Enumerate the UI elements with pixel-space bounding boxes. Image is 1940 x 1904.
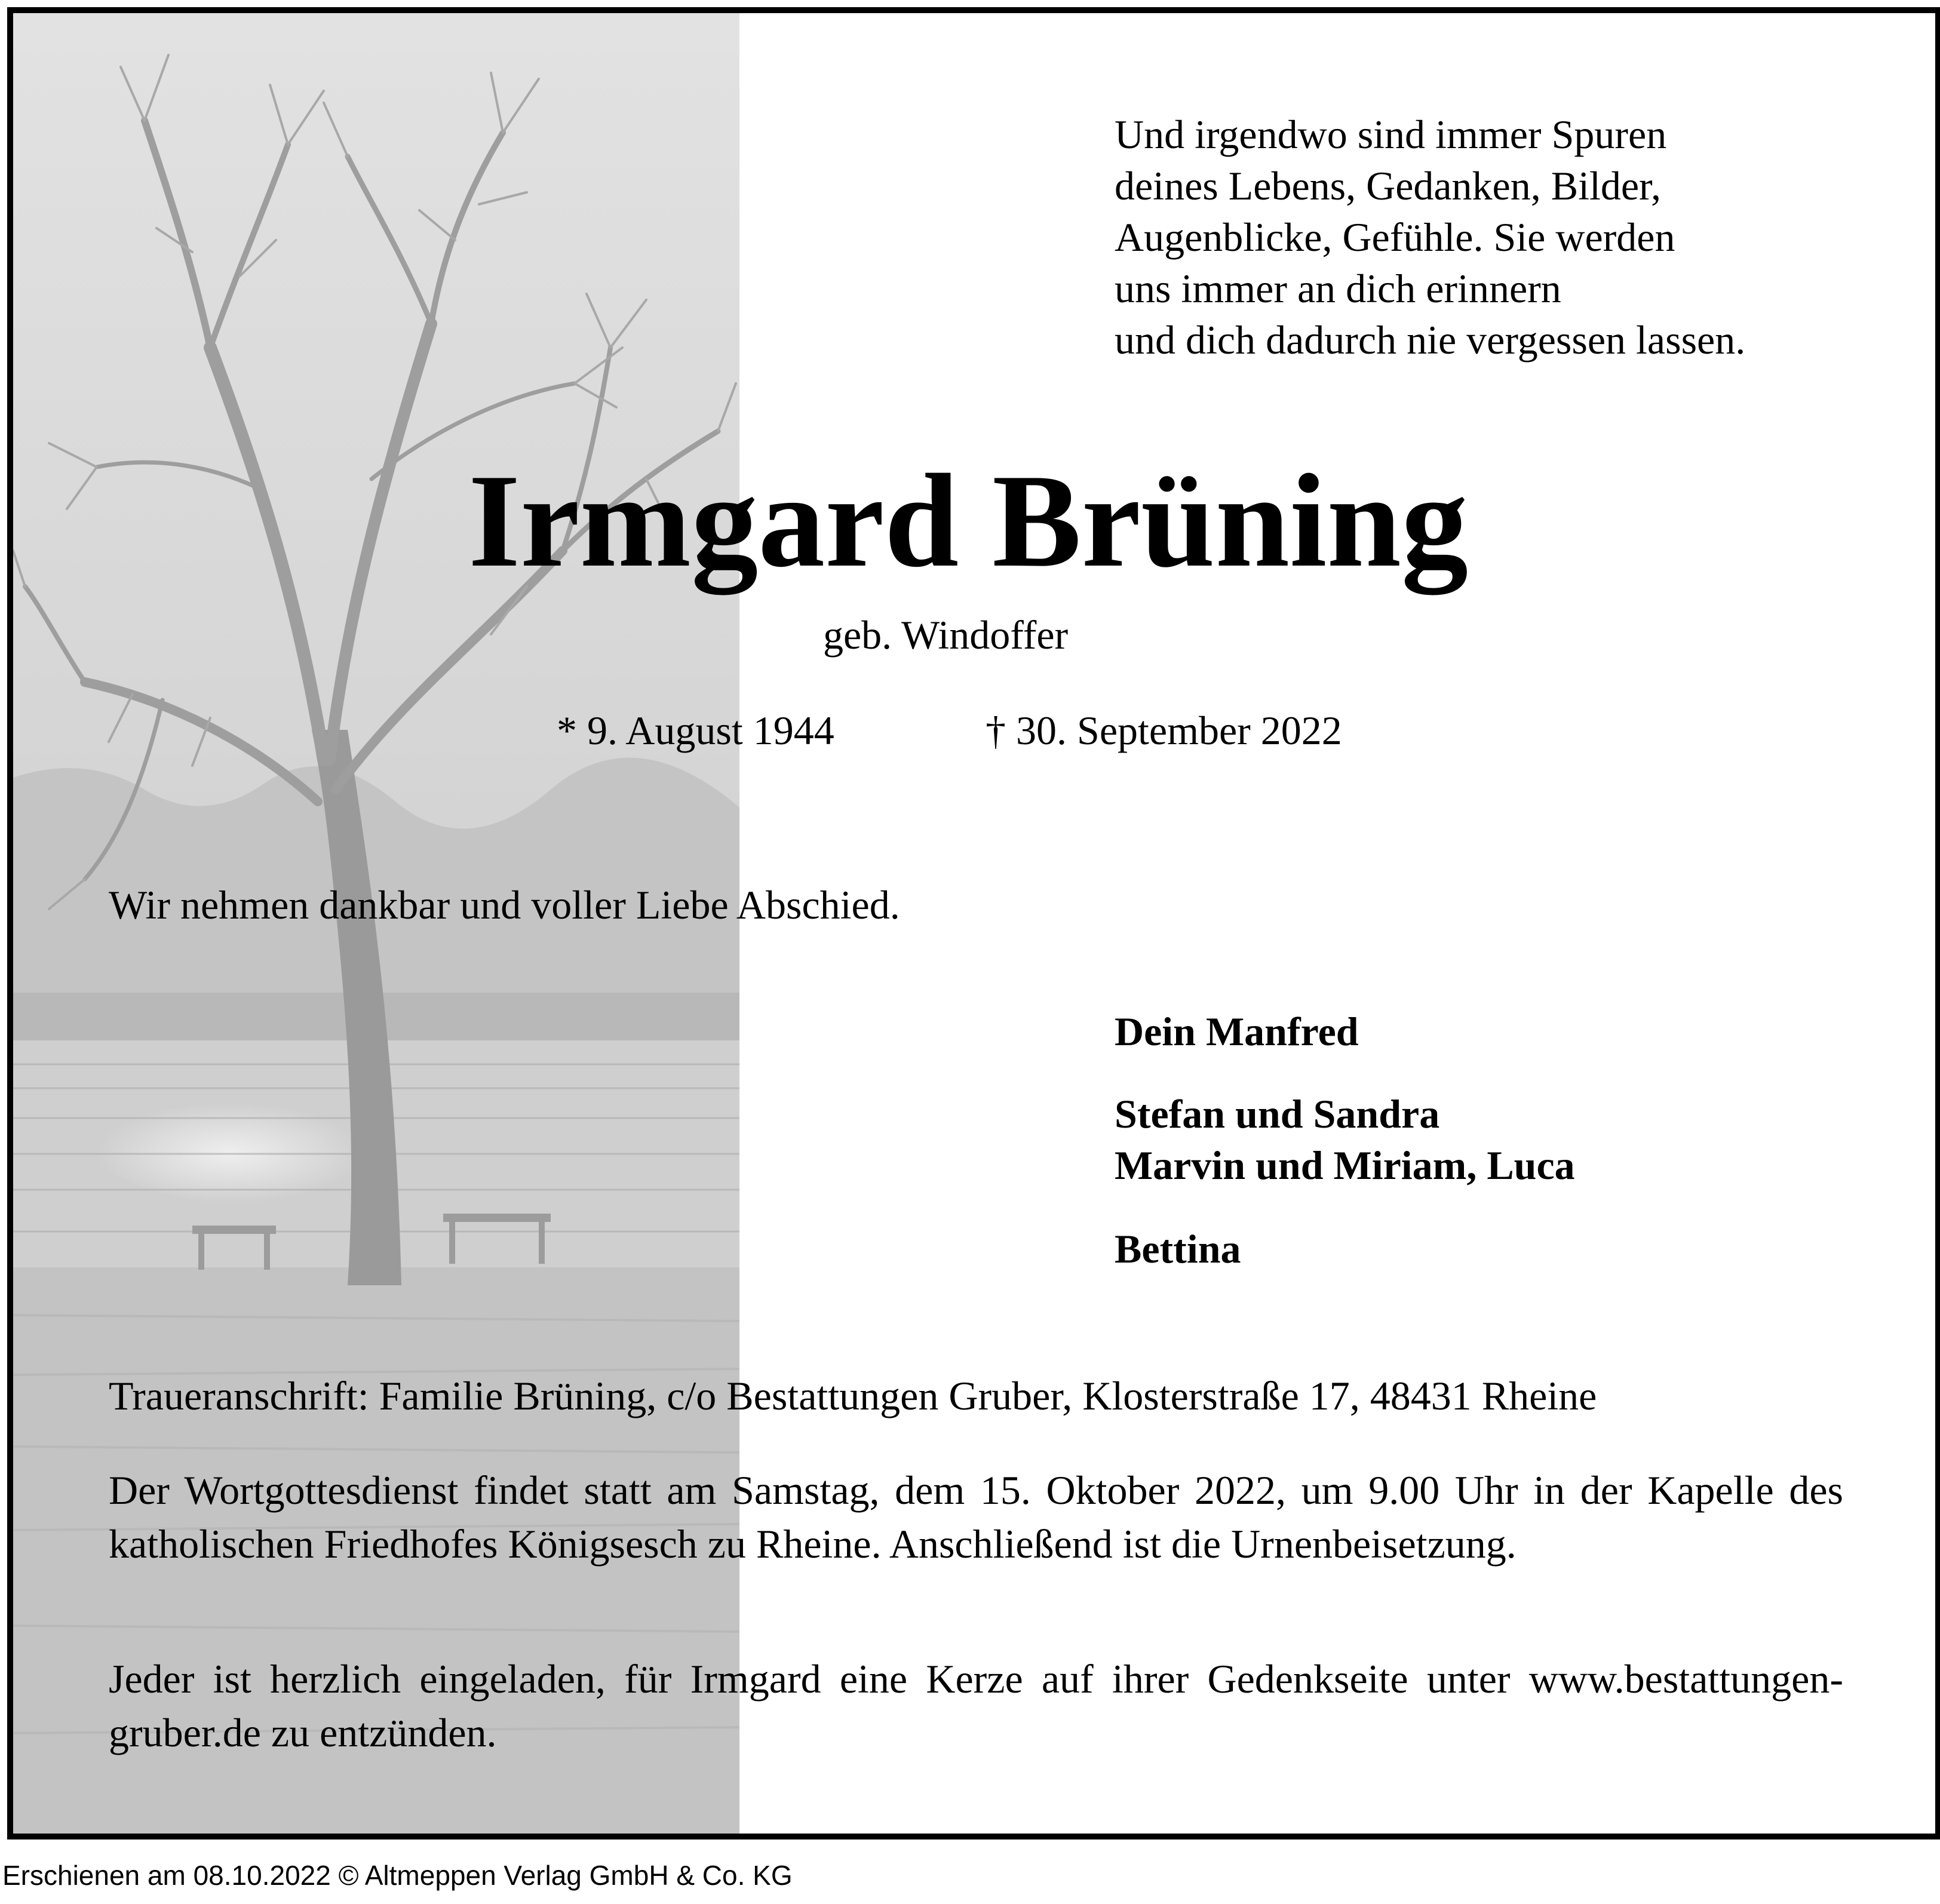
mourner-line: Marvin und Miriam, Luca <box>1115 1143 1575 1188</box>
mourner-line: Dein Manfred <box>1115 1009 1359 1054</box>
obituary-card <box>7 7 1940 1839</box>
mourner-line: Bettina <box>1115 1226 1241 1272</box>
mourning-address: Traueranschrift: Familie Brüning, c/o Bestattungen Gruber, Klosterstraße 17, 48431 Rheine <box>109 1373 1597 1418</box>
farewell-text: Wir nehmen dankbar und voller Liebe Abschied. <box>109 882 900 928</box>
poem-line: Augenblicke, Gefühle. Sie werden <box>1115 214 1675 260</box>
deceased-name-text: Irmgard Brüning <box>468 447 1468 595</box>
service-info: Der Wortgottesdienst findet statt am Samstag, dem 15. Oktober 2022, um 9.00 Uhr in der Kapelle des katholischen Friedhofes Königsesch zu Rheine. Anschließend ist die Urnenbeisetzung. <box>109 1467 1843 1567</box>
memorial-poem <box>1115 109 1745 366</box>
poem-line: und dich dadurch nie vergessen lassen. <box>1115 317 1746 363</box>
poem-line: uns immer an dich erinnern <box>1115 266 1561 311</box>
publication-footer: Erschienen am 08.10.2022 © Altmeppen Verlag GmbH & Co. KG <box>2 1860 793 1891</box>
mourner-line: Stefan und Sandra <box>1115 1091 1440 1137</box>
birth-date: * 9. August 1944 <box>557 708 834 753</box>
death-date: † 30. September 2022 <box>986 708 1342 753</box>
maiden-name: geb. Windoffer <box>823 612 1069 658</box>
poem-line: Und irgendwo sind immer Spuren <box>1115 112 1667 157</box>
deceased-name <box>13 447 1935 595</box>
invitation-text: Jeder ist herzlich eingeladen, für Irmgard eine Kerze auf ihrer Gedenkseite unter www.bestattungen-gruber.de zu entzünden. <box>109 1656 1843 1755</box>
poem-line: deines Lebens, Gedanken, Bilder, <box>1115 163 1661 208</box>
